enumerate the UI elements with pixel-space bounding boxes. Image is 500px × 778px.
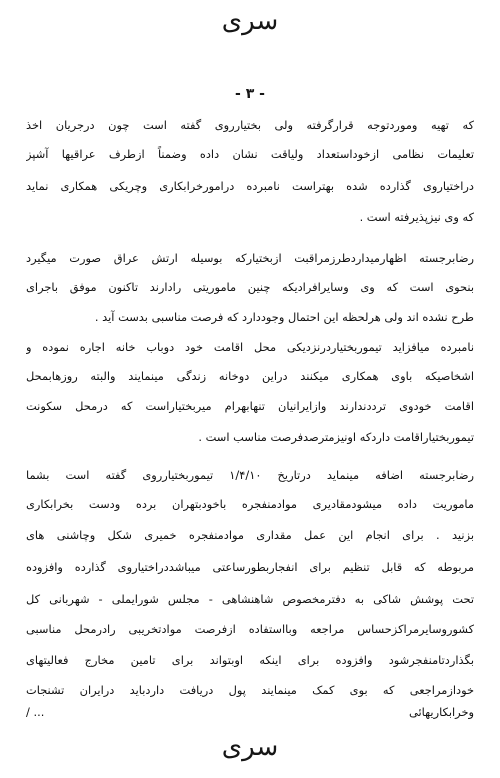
text-line: بزنید . برای انجام این عمل مقداری موادمنفجره خمیری شکل وچاشنی های bbox=[26, 528, 474, 542]
text-line: رضابرجسته اضافه مینماید درتاریخ ۱/۴/۱۰ تیموربختیارروی گفته است بشما bbox=[26, 468, 474, 482]
text-line: طرح نشده اند ولی هرلحظه این احتمال وجوددارد که فرصت مناسبی بدست آید . bbox=[94, 310, 474, 324]
text-line: کشوروسایرمراکزحساس مراجعه وبااستفاده ازفرصت موادتخریبی رادرمحل مناسبی bbox=[26, 622, 474, 636]
continuation-word: وخرابکاریهائی bbox=[409, 705, 474, 719]
text-line: نامبرده میافزاید تیموربختیاردرنزدیکی محل اقامت خود دوباب خانه اجاره نموده و bbox=[26, 340, 474, 354]
page-number: - ۳ - bbox=[235, 86, 265, 102]
text-line: اشخاصیکه باوی همکاری میکنند دراین دوخانه زندگی مینمایند والبته روزهابمحل bbox=[26, 369, 474, 383]
text-line: تعلیمات نظامی ازخوداستعداد ولیاقت نشان داده وضمناً ازطرف عراقیها آشپز bbox=[26, 147, 474, 161]
text-line: که تهیه وموردتوجه قرارگرفته ولی بختیارروی گفته است چون درجریان اخذ bbox=[26, 118, 474, 132]
text-line: خودازمراجعی که بوی کمک مینمایند پول دریافت داردباید درایران تشنجات bbox=[26, 683, 474, 697]
continuation-line bbox=[26, 703, 474, 721]
text-line: تحت پوشش شاکی به دفترمخصوص شاهنشاهی - مجلس شورایملی - شهربانی کل bbox=[26, 592, 474, 606]
text-line: مربوطه که قابل تنظیم برای انفجاربطورساعتی میباشددراختیاروی گذارده وافزوده bbox=[26, 560, 474, 574]
text-line: بگذاردتامنفجرشود وافزوده برای اینکه اوبتواند برای تامین مخارج فعالیتهای bbox=[26, 653, 474, 667]
text-line: که وی نیزپذیرفته است . bbox=[359, 210, 474, 224]
text-line: بنحوی است که وی وسایرافرادیکه چنین ماموریتی رادارند تاکنون موفق باجرای bbox=[26, 280, 474, 294]
text-line: رضابرجسته اظهارمیداردطرزمراقبت ازبختیارکه بوسیله ارتش عراق صورت میگیرد bbox=[26, 251, 474, 265]
continuation-marker: / ... bbox=[26, 705, 45, 719]
classification-stamp-top: سری bbox=[221, 6, 279, 36]
text-line: ماموریت داده میشودمقادیری موادمنفجره باخودبتهران برده ودست بخرابکاری bbox=[26, 497, 474, 511]
text-line: دراختیاروی گذارده شده بهتراست نامبرده درامورخرابکاری وچریکی همکاری نماید bbox=[26, 179, 474, 193]
text-line: اقامت خودوی ترددندارند وازایرانیان تنهابهرام میربختیاراست که درمحل سکونت bbox=[26, 399, 474, 413]
text-line: تیموربختیاراقامت داردکه اونیزمترصدفرصت مناسب است . bbox=[198, 430, 474, 444]
classification-stamp-bottom: سری bbox=[221, 732, 279, 762]
